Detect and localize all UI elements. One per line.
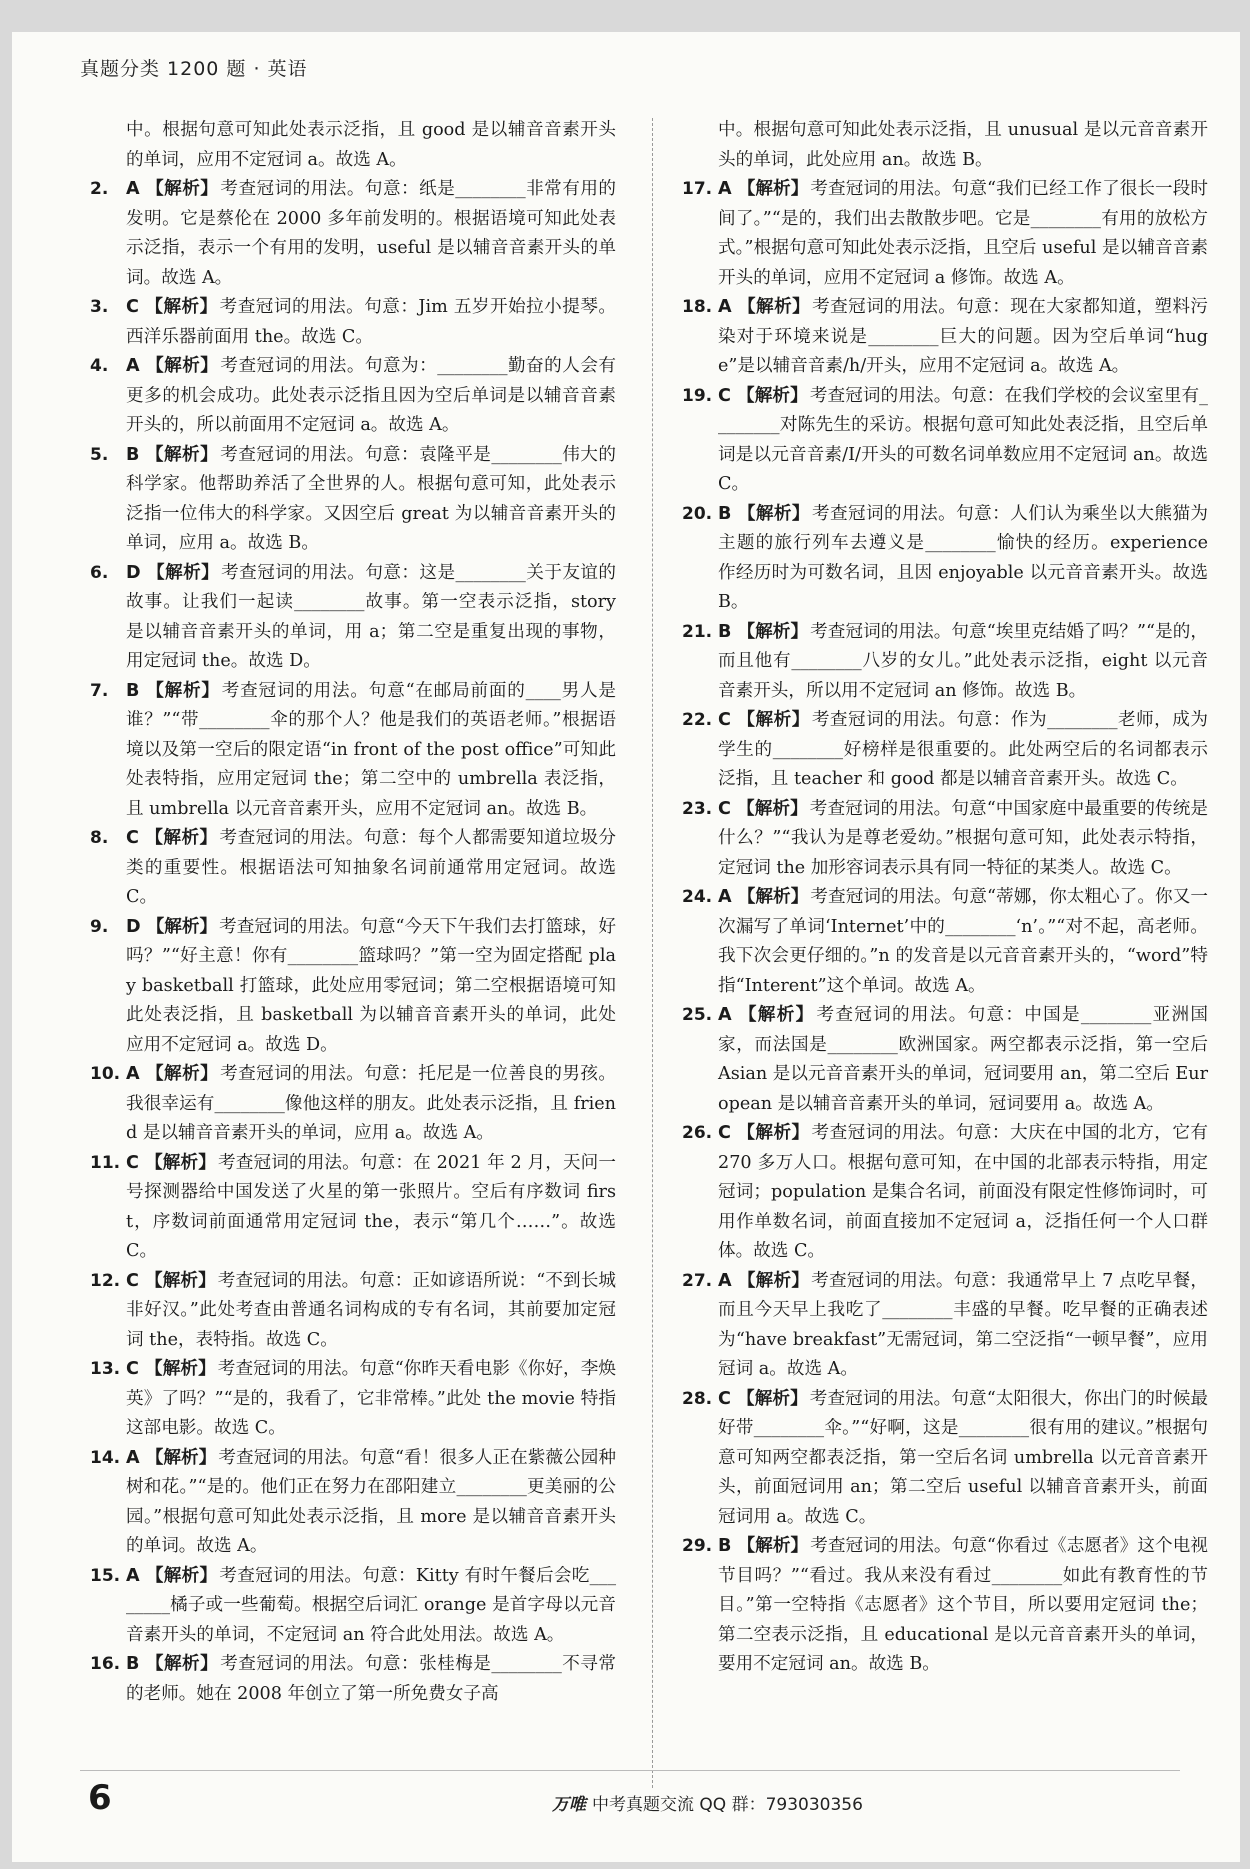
explanation-text: 考查冠词的用法。句意：现在大家都知道，塑料污染对于环境来说是________巨大的问题。因为空后单词“huge”是以辅音音素/h/开头，应用不定冠词 a。故选 A。 [718, 297, 1208, 376]
answer-letter: C [718, 1388, 731, 1409]
analysis-tag: 【解析】 [144, 828, 218, 848]
answer-item [90, 677, 616, 825]
analysis-tag: 【解析】 [736, 1123, 810, 1143]
answer-item [90, 1060, 616, 1149]
explanation-text: 考查冠词的用法。句意“你昨天看电影《你好，李焕英》了吗？”“是的，我看了，它非常棒。”此处 the movie 特指这部电影。故选 C。 [126, 1359, 616, 1438]
answer-letter: B [126, 444, 140, 465]
explanation-text: 考查冠词的用法。句意：在我们学校的会议室里有________对陈先生的采访。根据句意可知此处表泛指，且空后单词是以元音音素/I/开头的可数名词单数应用不定冠词 an。故选 C。 [718, 385, 1208, 494]
explanation-text: 考查冠词的用法。句意：托尼是一位善良的男孩。我很幸运有________像他这样的朋友。此处表示泛指，且 friend 是以辅音音素开头的单词，应用 a。故选 A。 [126, 1064, 616, 1143]
analysis-tag: 【解析】 [737, 1270, 810, 1291]
answer-letter: A [718, 1005, 732, 1025]
answer-item [90, 293, 616, 352]
explanation-text: 考查冠词的用法。句意：纸是________非常有用的发明。它是蔡伦在 2000 多年前发明的。根据语境可知此处表示泛指，表示一个有用的发明，useful 是以辅音音素开头的单词。故选 A。 [126, 179, 616, 288]
explanation-text: 考查冠词的用法。句意：正如谚语所说：“不到长城非好汉。”此处考查由普通名词构成的专有名词，其前要加定冠词 the，表特指。故选 C。 [126, 1270, 616, 1350]
explanation-text: 考查冠词的用法。句意：中国是________亚洲国家，而法国是________欧洲国家。两空都表示泛指，第一空后 Asian 是以元音音素开头的单词，冠词要用 an，第二空后 European 是以辅音音素开头的单词，冠词要用 a。故选 A。 [718, 1005, 1208, 1114]
answer-letter: A [126, 356, 140, 376]
answer-letter: C [126, 297, 139, 317]
answer-letter: A [718, 887, 732, 907]
question-number: 27. [682, 1270, 713, 1291]
question-number: 17. [682, 179, 713, 199]
explanation-text: 考查冠词的用法。句意：我通常早上 7 点吃早餐，而且今天早上我吃了________丰盛的早餐。吃早餐的正确表述为“have breakfast”无需冠词，第二空泛指“一顿早餐”，应用冠词 a。故选 A。 [718, 1270, 1208, 1379]
answer-letter: B [126, 680, 140, 701]
right-column [682, 116, 1208, 1680]
explanation-text: 考查冠词的用法。句意“今天下午我们去打篮球，好吗？”“好主意！你有________篮球吗？”第一空为固定搭配 play basketball 打篮球，此处应用零冠词；第二空根据语境可知此处表泛指，且 basketball 为以辅音音素开头的单词，此处应用不定冠词 a。故选 D。 [126, 916, 616, 1055]
answer-item [682, 293, 1208, 382]
explanation-text: 考查冠词的用法。句意：每个人都需要知道垃圾分类的重要性。根据语法可知抽象名词前通常用定冠词。故选 C。 [126, 828, 616, 907]
answer-letter: C [126, 1152, 139, 1173]
running-header: 真题分类 1200 题 · 英语 [80, 58, 308, 80]
answer-item [682, 706, 1208, 795]
question-number: 10. [90, 1064, 121, 1084]
analysis-tag: 【解析】 [145, 444, 219, 465]
page-number: 6 [88, 1778, 112, 1818]
answer-item [682, 618, 1208, 707]
question-number: 19. [682, 385, 713, 406]
explanation-text: 考查冠词的用法。句意“看！很多人正在紫薇公园种树和花。”“是的。他们正在努力在邵阳建立________更美丽的公园。”根据句意可知此处表示泛指，且 more 是以辅音音素开头的单词。故选 A。 [126, 1447, 616, 1556]
answer-item [682, 1385, 1208, 1533]
answer-letter: D [126, 916, 141, 937]
footer-qq-text: 中考真题交流 QQ 群：793030356 [592, 1795, 863, 1815]
question-number: 7. [90, 680, 109, 701]
question-number: 29. [682, 1536, 713, 1556]
answer-item [90, 441, 616, 559]
answer-letter: C [126, 1270, 139, 1291]
analysis-tag: 【解析】 [144, 1152, 217, 1173]
answer-letter: C [126, 1359, 139, 1379]
analysis-tag: 【解析】 [145, 356, 219, 376]
question-number: 2. [90, 179, 109, 199]
answer-item [90, 352, 616, 441]
analysis-tag: 【解析】 [145, 1654, 219, 1674]
explanation-text: 考查冠词的用法。句意为：________勤奋的人会有更多的机会成功。此处表示泛指且因为空后单词是以辅音音素开头的，所以前面用不定冠词 a。故选 A。 [126, 356, 616, 435]
question-number: 9. [90, 916, 109, 937]
analysis-tag: 【解析】 [144, 1359, 216, 1379]
explanation-text: 考查冠词的用法。句意：人们认为乘坐以大熊猫为主题的旅行列车去遵义是________愉快的经历。experience 作经历时为可数名词，且因 enjoyable 以元音音素开头。故选 B。 [718, 503, 1208, 612]
explanation-text: 中。根据句意可知此处表示泛指，且 unusual 是以元音音素开头的单词，此处应用 an。故选 B。 [718, 120, 1208, 170]
answer-item [682, 500, 1208, 618]
explanation-text: 考查冠词的用法。句意“蒂娜，你太粗心了。你又一次漏写了单词‘Internet’中的________‘n’。”“对不起，高老师。我下次会更仔细的。”n 的发音是以元音音素开头的，“word”特指“Interent”这个单词。故选 A。 [718, 887, 1208, 996]
question-number: 28. [682, 1388, 713, 1409]
explanation-text: 考查冠词的用法。句意：Jim 五岁开始拉小提琴。西洋乐器前面用 the。故选 C。 [126, 297, 616, 347]
answer-item [90, 1444, 616, 1562]
question-number: 22. [682, 710, 713, 730]
answer-letter: A [126, 1565, 140, 1586]
footer-info [552, 1790, 863, 1815]
question-number: 21. [682, 621, 713, 642]
explanation-text: 中。根据句意可知此处表示泛指，且 good 是以辅音音素开头的单词，应用不定冠词 a。故选 A。 [126, 120, 616, 170]
answer-letter: C [126, 828, 139, 848]
question-number: 8. [90, 828, 109, 848]
answer-letter: A [718, 297, 732, 317]
question-number: 18. [682, 297, 713, 317]
answer-letter: A [126, 179, 140, 199]
analysis-tag: 【解析】 [737, 887, 809, 907]
answer-letter: A [126, 1064, 140, 1084]
analysis-tag: 【解析】 [145, 179, 219, 199]
answer-item [90, 1650, 616, 1709]
answer-item [682, 883, 1208, 1001]
question-number: 15. [90, 1565, 121, 1586]
answer-letter: A [718, 1270, 732, 1291]
answer-item [90, 559, 616, 677]
explanation-text: 考查冠词的用法。句意“在邮局前面的____男人是谁？”“带________伞的那个人？他是我们的英语老师。”根据语境以及第一空后的限定语“in front of the post office”可知此处表特指，应用定冠词 the；第二空中的 umbrella 表泛指，且 umbrella 以元音音素开头，应用不定冠词 an。故选 B。 [126, 680, 616, 819]
analysis-tag: 【解析】 [737, 1536, 809, 1556]
question-number: 14. [90, 1447, 121, 1468]
analysis-tag: 【解析】 [736, 1388, 808, 1409]
answer-item [90, 175, 616, 293]
answer-letter: B [718, 1536, 732, 1556]
answer-item [682, 1267, 1208, 1385]
analysis-tag: 【解析】 [737, 621, 809, 642]
explanation-text: 考查冠词的用法。句意“你看过《志愿者》这个电视节目吗？”“看过。我从来没有看过________如此有教育性的节目。”第一空特指《志愿者》这个节目，所以要用定冠词 the；第二空表示泛指，且 educational 是以元音音素开头的单词，要用不定冠词 an。故选 B。 [718, 1536, 1208, 1674]
question-number: 4. [90, 356, 109, 376]
answer-item [90, 1355, 616, 1444]
analysis-tag: 【解析】 [736, 710, 810, 730]
analysis-tag: 【解析】 [736, 798, 808, 819]
answer-item [682, 1119, 1208, 1267]
question-number: 23. [682, 798, 713, 819]
explanation-text: 考查冠词的用法。句意：这是________关于友谊的故事。让我们一起读________故事。第一空表示泛指，story 是以辅音音素开头的单词，用 a；第二空是重复出现的事物，用定冠词 the。故选 D。 [126, 562, 616, 671]
question-number: 3. [90, 297, 109, 317]
answer-item [90, 1149, 616, 1267]
question-number: 20. [682, 503, 713, 524]
question-number: 12. [90, 1270, 121, 1291]
analysis-tag: 【解析】 [737, 297, 811, 317]
answer-item [682, 382, 1208, 500]
answer-letter: C [718, 385, 731, 406]
question-number: 25. [682, 1005, 713, 1025]
answer-letter: A [126, 1447, 140, 1468]
answer-item [90, 1267, 616, 1356]
question-number: 5. [90, 444, 109, 465]
question-number: 11. [90, 1152, 121, 1173]
analysis-tag: 【解析】 [145, 1447, 217, 1468]
answer-letter: D [126, 562, 141, 583]
explanation-text: 考查冠词的用法。句意：袁隆平是________伟大的科学家。他帮助养活了全世界的人。根据句意可知，此处表示泛指一位伟大的科学家。又因空后 great 为以辅音音素开头的单词，应用 a。故选 B。 [126, 444, 616, 553]
question-number: 6. [90, 562, 109, 583]
analysis-tag: 【解析】 [145, 680, 220, 701]
explanation-text: 考查冠词的用法。句意：作为________老师，成为学生的________好榜样是很重要的。此处两空后的名词都表示泛指，且 teacher 和 good 都是以辅音音素开头。故选 C。 [718, 710, 1208, 789]
explanation-text: 考查冠词的用法。句意“太阳很大，你出门的时候最好带________伞。”“好啊，这是________很有用的建议。”根据句意可知两空都表泛指，第一空后名词 umbrella 以元音音素开头，前面冠词用 an；第二空后 useful 以辅音音素开头，前面冠词用 a。故选 C。 [718, 1388, 1208, 1527]
answer-letter: A [718, 179, 732, 199]
answer-letter: B [126, 1654, 140, 1674]
answer-item [90, 824, 616, 913]
analysis-tag: 【解析】 [145, 1565, 218, 1586]
answer-item [682, 175, 1208, 293]
explanation-text: 考查冠词的用法。句意“中国家庭中最重要的传统是什么？”“我认为是尊老爱幼。”根据句意可知，此处表示特指，定冠词 the 加形容词表示具有同一特征的某类人。故选 C。 [718, 798, 1208, 878]
explanation-text: 考查冠词的用法。句意“埃里克结婚了吗？”“是的，而且他有________八岁的女儿。”此处表示泛指，eight 以元音音素开头，所以用不定冠词 an 修饰。故选 B。 [718, 621, 1208, 701]
answer-item [90, 1562, 616, 1651]
answer-letter: B [718, 621, 732, 642]
question-number: 13. [90, 1359, 121, 1379]
answer-item [96, 116, 616, 175]
analysis-tag: 【解析】 [144, 1270, 216, 1291]
answer-item [90, 913, 616, 1061]
analysis-tag: 【解析】 [146, 562, 220, 583]
answer-item [682, 1001, 1208, 1119]
question-number: 26. [682, 1123, 713, 1143]
analysis-tag: 【解析】 [144, 297, 218, 317]
answer-item [688, 116, 1208, 175]
question-number: 16. [90, 1654, 121, 1674]
explanation-text: 考查冠词的用法。句意：在 2021 年 2 月，天问一号探测器给中国发送了火星的第一张照片。空后有序数词 first，序数词前面通常用定冠词 the，表示“第几个……”。故选 C。 [126, 1152, 616, 1261]
left-column [90, 116, 616, 1709]
question-number: 24. [682, 887, 713, 907]
footer-rule [80, 1770, 1180, 1771]
analysis-tag: 【解析】 [737, 1005, 815, 1025]
answer-letter: C [718, 710, 731, 730]
answer-item [682, 795, 1208, 884]
analysis-tag: 【解析】 [737, 179, 809, 199]
analysis-tag: 【解析】 [737, 503, 810, 524]
analysis-tag: 【解析】 [146, 916, 218, 937]
answer-item [682, 1532, 1208, 1680]
answer-letter: B [718, 503, 732, 524]
explanation-text: 考查冠词的用法。句意“我们已经工作了很长一段时间了。”“是的，我们出去散散步吧。它是________有用的放松方式。”根据句意可知此处表示泛指，且空后 useful 是以辅音音素开头的单词，应用不定冠词 a 修饰。故选 A。 [718, 179, 1208, 288]
analysis-tag: 【解析】 [736, 385, 808, 406]
footer-brand: 万唯 [552, 1795, 586, 1815]
analysis-tag: 【解析】 [145, 1064, 219, 1084]
explanation-text: 考查冠词的用法。句意：大庆在中国的北方，它有 270 多万人口。根据句意可知，在中国的北部表示特指，用定冠词；population 是集合名词，前面没有限定性修饰词时，可用作单数名词，前面直接加不定冠词 a，泛指任何一个人口群体。故选 C。 [718, 1123, 1208, 1261]
explanation-text: 考查冠词的用法。句意：Kitty 有时午餐后会吃________橘子或一些葡萄。根据空后词汇 orange 是首字母以元音音素开头的单词，不定冠词 an 符合此处用法。故选 A。 [126, 1565, 616, 1645]
column-divider [652, 118, 653, 1788]
explanation-text: 考查冠词的用法。句意：张桂梅是________不寻常的老师。她在 2008 年创立了第一所免费女子高 [126, 1654, 616, 1704]
answer-letter: C [718, 1123, 731, 1143]
answer-letter: C [718, 798, 731, 819]
